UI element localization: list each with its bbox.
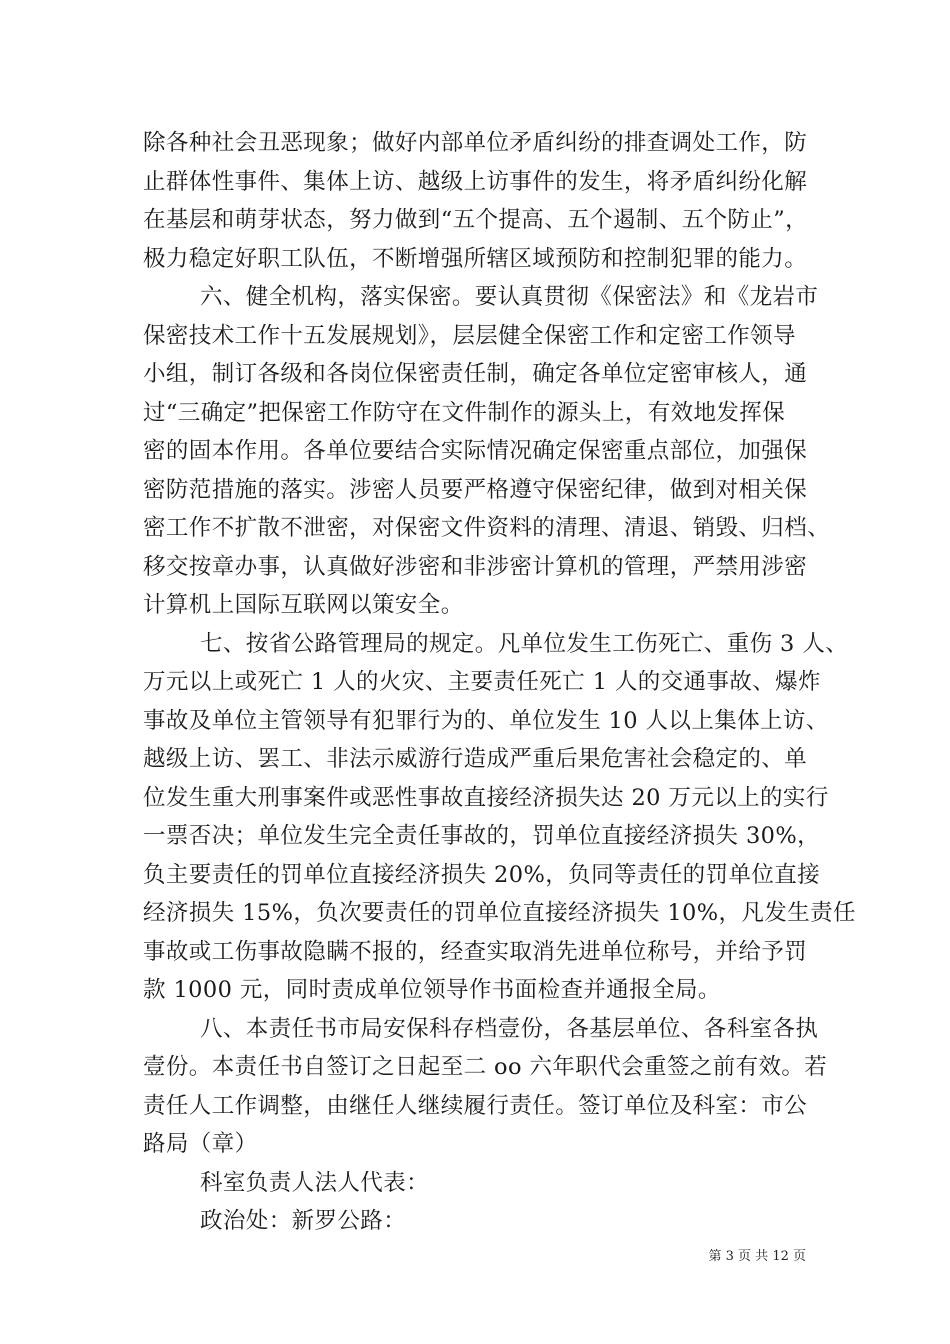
text-line: 极力稳定好职工队伍，不断增强所辖区域预防和控制犯罪的能力。 (143, 246, 808, 272)
paragraph-8-start: 八、本责任书市局安保科存档壹份，各基层单位、各科室各执 (200, 1016, 819, 1042)
paragraph-6-start: 六、健全机构，落实保密。要认真贯彻《保密法》和《龙岩市 (200, 284, 819, 310)
text-line: 万元以上或死亡 1 人的火灾、主要责任死亡 1 人的交通事故、爆炸 (143, 669, 821, 695)
text-line: 除各种社会丑恶现象；做好内部单位矛盾纠纷的排查调处工作，防 (143, 130, 808, 156)
paragraph-7-start: 七、按省公路管理局的规定。凡单位发生工伤死亡、重伤 3 人、 (200, 631, 849, 657)
text-line: 密防范措施的落实。涉密人员要严格遵守保密纪律，做到对相关保 (143, 477, 808, 503)
text-line: 位发生重大刑事案件或恶性事故直接经济损失达 20 万元以上的实行 (143, 785, 829, 811)
text-line: 越级上访、罢工、非法示威游行造成严重后果危害社会稳定的、单 (143, 746, 808, 772)
signature-line-department: 政治处：新罗公路： (200, 1208, 407, 1234)
signature-line-representative: 科室负责人法人代表： (200, 1170, 430, 1196)
text-line: 一票否决；单位发生完全责任事故的，罚单位直接经济损失 30%， (143, 823, 821, 849)
text-line: 密的固本作用。各单位要结合实际情况确定保密重点部位，加强保 (143, 438, 808, 464)
text-line: 移交按章办事，认真做好涉密和非涉密计算机的管理，严禁用涉密 (143, 554, 808, 580)
text-line: 经济损失 15%，负次要责任的罚单位直接经济损失 10%，凡发生责任 (143, 900, 856, 926)
text-line: 密工作不扩散不泄密，对保密文件资料的清理、清退、销毁、归档、 (143, 515, 831, 541)
text-line: 保密技术工作十五发展规划》，层层健全保密工作和定密工作领导 (143, 323, 796, 349)
text-line: 责任人工作调整，由继任人继续履行责任。签订单位及科室：市公 (143, 1093, 808, 1119)
text-line: 负主要责任的罚单位直接经济损失 20%，负同等责任的罚单位直接 (143, 862, 821, 888)
text-line: 计算机上国际互联网以策安全。 (143, 592, 464, 618)
text-line: 止群体性事件、集体上访、越级上访事件的发生，将矛盾纠纷化解 (143, 169, 808, 195)
text-line: 壹份。本责任书自签订之日起至二 oo 六年职代会重签之前有效。若 (143, 1054, 828, 1080)
text-line: 过“三确定”把保密工作防守在文件制作的源头上，有效地发挥保 (143, 400, 786, 426)
text-line: 事故或工伤事故隐瞒不报的，经查实取消先进单位称号，并给予罚 (143, 939, 808, 965)
page-number: 第 3 页 共 12 页 (708, 1249, 806, 1264)
text-line: 款 1000 元，同时责成单位领导作书面检查并通报全局。 (143, 977, 721, 1003)
text-line: 小组，制订各级和各岗位保密责任制，确定各单位定密审核人，通 (143, 361, 808, 387)
text-line: 在基层和萌芽状态，努力做到“五个提高、五个遏制、五个防止”， (143, 207, 809, 233)
text-line: 事故及单位主管领导有犯罪行为的、单位发生 10 人以上集体上访、 (143, 708, 829, 734)
text-line: 路局（章） (143, 1131, 258, 1157)
